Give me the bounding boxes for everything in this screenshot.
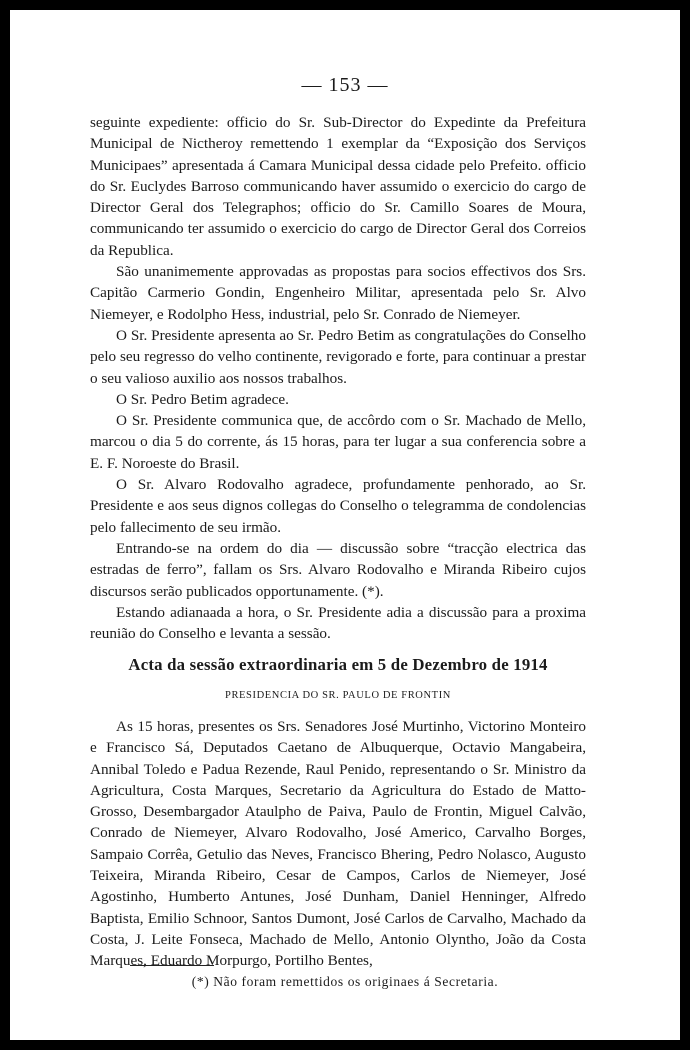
footnote: (*) Não foram remettidos os originaes á Secretaria.: [191, 974, 499, 989]
paragraph-ordem-do-dia: Entrando-se na ordem do dia — discussão sobre “tracção electrica das estradas de ferro”, fallam os Srs. Alvaro Rodovalho e Miranda Ribeiro cujos discursos serão publicados opportunamente. (*).: [90, 539, 586, 600]
paragraph-expediente: seguinte expediente: officio do Sr. Sub-Director do Expedinte da Prefeitura Municipal de Nictheroy remettendo 1 exemplar da “Exposição dos Serviços Municipaes” apresentada á Camara Municipal dessa cidade pelo Prefeito. officio do Sr. Euclydes Barroso communicando haver assumido o exercicio do cargo de Director Geral dos Telegraphos; officio do Sr. Camillo Soares de Moura, communicando ter assumido o exercicio do cargo de Director Geral dos Correios da Republica.: [90, 114, 586, 259]
paragraph-encerramento: Estando adianaada a hora, o Sr. Presidente adia a discussão para a proxima reunião do Conselho e levanta a sessão.: [90, 603, 586, 643]
document-page: [10, 10, 680, 1040]
paragraph-agradece: O Sr. Pedro Betim agradece.: [116, 390, 289, 408]
footnote-rule: [130, 965, 214, 966]
page-number: — 153 —: [301, 74, 389, 96]
paragraph-conferencia: O Sr. Presidente communica que, de accôrdo com o Sr. Machado de Mello, marcou o dia 5 do corrente, ás 15 horas, para ter lugar a sua conferencia sobre a E. F. Noroeste do Brasil.: [90, 412, 586, 472]
minutes-continuation: [90, 112, 586, 644]
paragraph-congratulacoes: O Sr. Presidente apresenta ao Sr. Pedro Betim as congratulações do Conselho pelo seu regresso do velho continente, revigorado e forte, para continuar a prestar o seu valioso auxilio aos nossos trabalhos.: [90, 326, 586, 387]
attendance-section: [90, 716, 586, 972]
paragraph-condolencias: O Sr. Alvaro Rodovalho agradece, profundamente penhorado, ao Sr. Presidente e aos seus dignos collegas do Conselho o telegramma de condolencias pelo fallecimento de seu irmão.: [90, 476, 586, 536]
paragraph-socios: São unanimemente approvadas as propostas para socios effectivos dos Srs. Capitão Carmerio Gondin, Engenheiro Militar, apresentada pelo Sr. Alvo Niemeyer, e Rodolpho Hess, industrial, pelo Sr. Conrado de Niemeyer.: [90, 263, 586, 323]
session-presidency: PRESIDENCIA DO SR. PAULO DE FRONTIN: [225, 690, 451, 701]
attendance-paragraph: As 15 horas, presentes os Srs. Senadores José Murtinho, Victorino Monteiro e Francisco Sá, Deputados Caetano de Albuquerque, Octavio Mangabeira, Annibal Toledo e Padua Rezende, Raul Penido, representando o Sr. Ministro da Agricultura, Costa Marques, Secretario da Agricultura do Estado de Matto-Grosso, Desembargador Ataulpho de Paiva, Paulo de Frontin, Miguel Calvão, Conrado de Niemeyer, Alvaro Rodovalho, José Americo, Carvalho Borges, Sampaio Corrêa, Getulio das Neves, Francisco Bhering, Pedro Nolasco, Augusto Teixeira, Miranda Ribeiro, Cesar de Campos, Carlos de Niemeyer, José Agostinho, Humberto Antunes, José Dunham, Daniel Henninger, Alfredo Baptista, Emilio Schnoor, Santos Dumont, José Carlos de Carvalho, Machado da Costa, J. Leite Fonseca, Machado de Mello, Antonio Olyntho, João da Costa Marques, Eduardo Morpurgo, Portilho Bentes,: [90, 718, 586, 970]
session-heading: Acta da sessão extraordinaria em 5 de Dezembro de 1914: [128, 655, 548, 674]
